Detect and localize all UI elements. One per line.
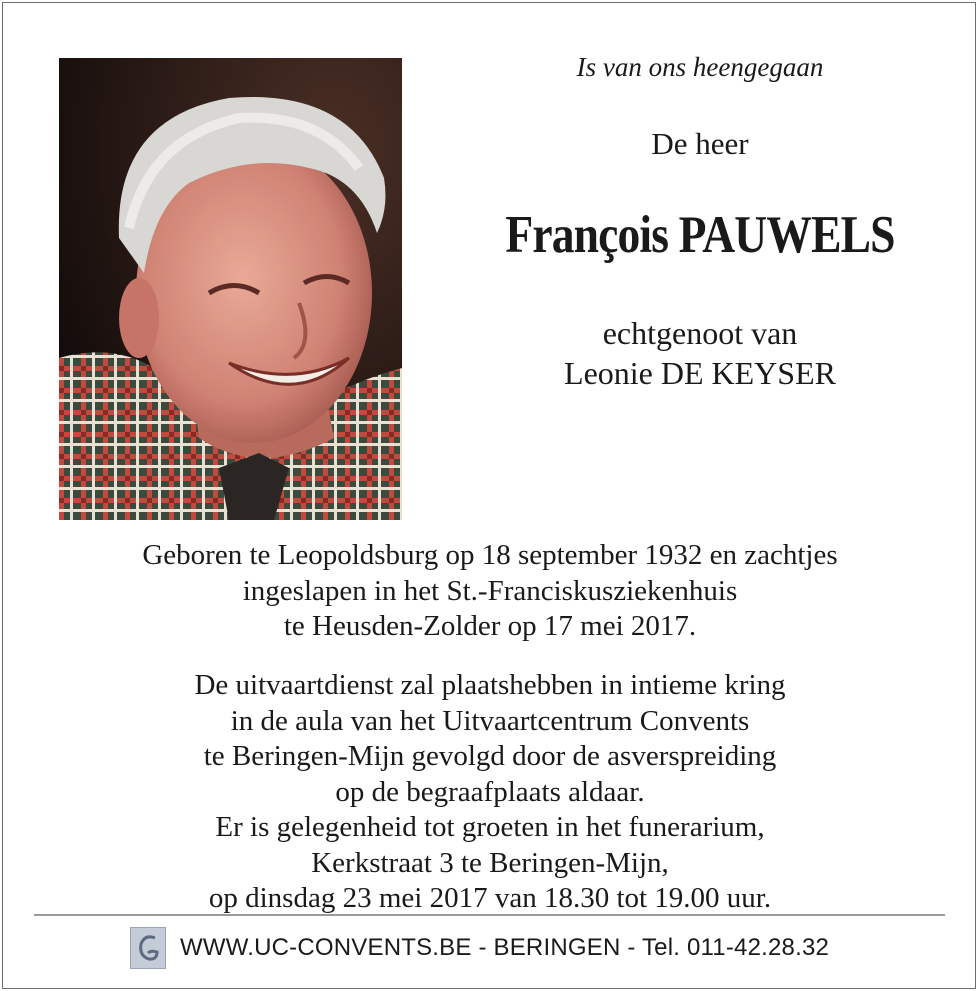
service-line: op dinsdag 23 mei 2017 van 18.30 tot 19.00 uur. bbox=[208, 882, 772, 914]
funeral-home-logo-icon bbox=[130, 927, 166, 969]
service-paragraph bbox=[0, 668, 980, 917]
birth-line: te Heusden-Zolder op 17 mei 2017. bbox=[283, 610, 697, 642]
birth-line: ingeslapen in het St.-Franciskusziekenhuis bbox=[242, 574, 738, 607]
intro-text: Is van ons heengegaan bbox=[576, 52, 824, 82]
spouse-label: echtgenoot van bbox=[602, 315, 798, 351]
service-line: Er is gelegenheid tot groeten in het funerarium, bbox=[215, 811, 765, 843]
spouse-block bbox=[430, 313, 970, 393]
portrait-image bbox=[59, 58, 402, 520]
birth-paragraph bbox=[0, 538, 980, 645]
service-line: Kerkstraat 3 te Beringen-Mijn, bbox=[311, 846, 669, 879]
service-line: te Beringen-Mijn gevolgd door de asverspreiding bbox=[203, 740, 777, 772]
deceased-name: François PAUWELS bbox=[505, 206, 895, 264]
portrait-photo bbox=[59, 58, 402, 520]
footer-contact[interactable]: WWW.UC-CONVENTS.BE - BERINGEN - Tel. 011-42.28.32 bbox=[180, 934, 830, 961]
birth-line: Geboren te Leopoldsburg op 18 september 1932 en zachtjes bbox=[142, 539, 838, 571]
service-line: op de begraafplaats aldaar. bbox=[335, 775, 645, 808]
service-line: De uitvaartdienst zal plaatshebben in intieme kring bbox=[194, 669, 786, 701]
honorific: De heer bbox=[651, 126, 749, 161]
service-line: in de aula van het Uitvaartcentrum Convents bbox=[230, 704, 750, 737]
spouse-name: Leonie DE KEYSER bbox=[564, 355, 836, 391]
footer-divider bbox=[34, 914, 945, 916]
footer bbox=[130, 928, 829, 968]
